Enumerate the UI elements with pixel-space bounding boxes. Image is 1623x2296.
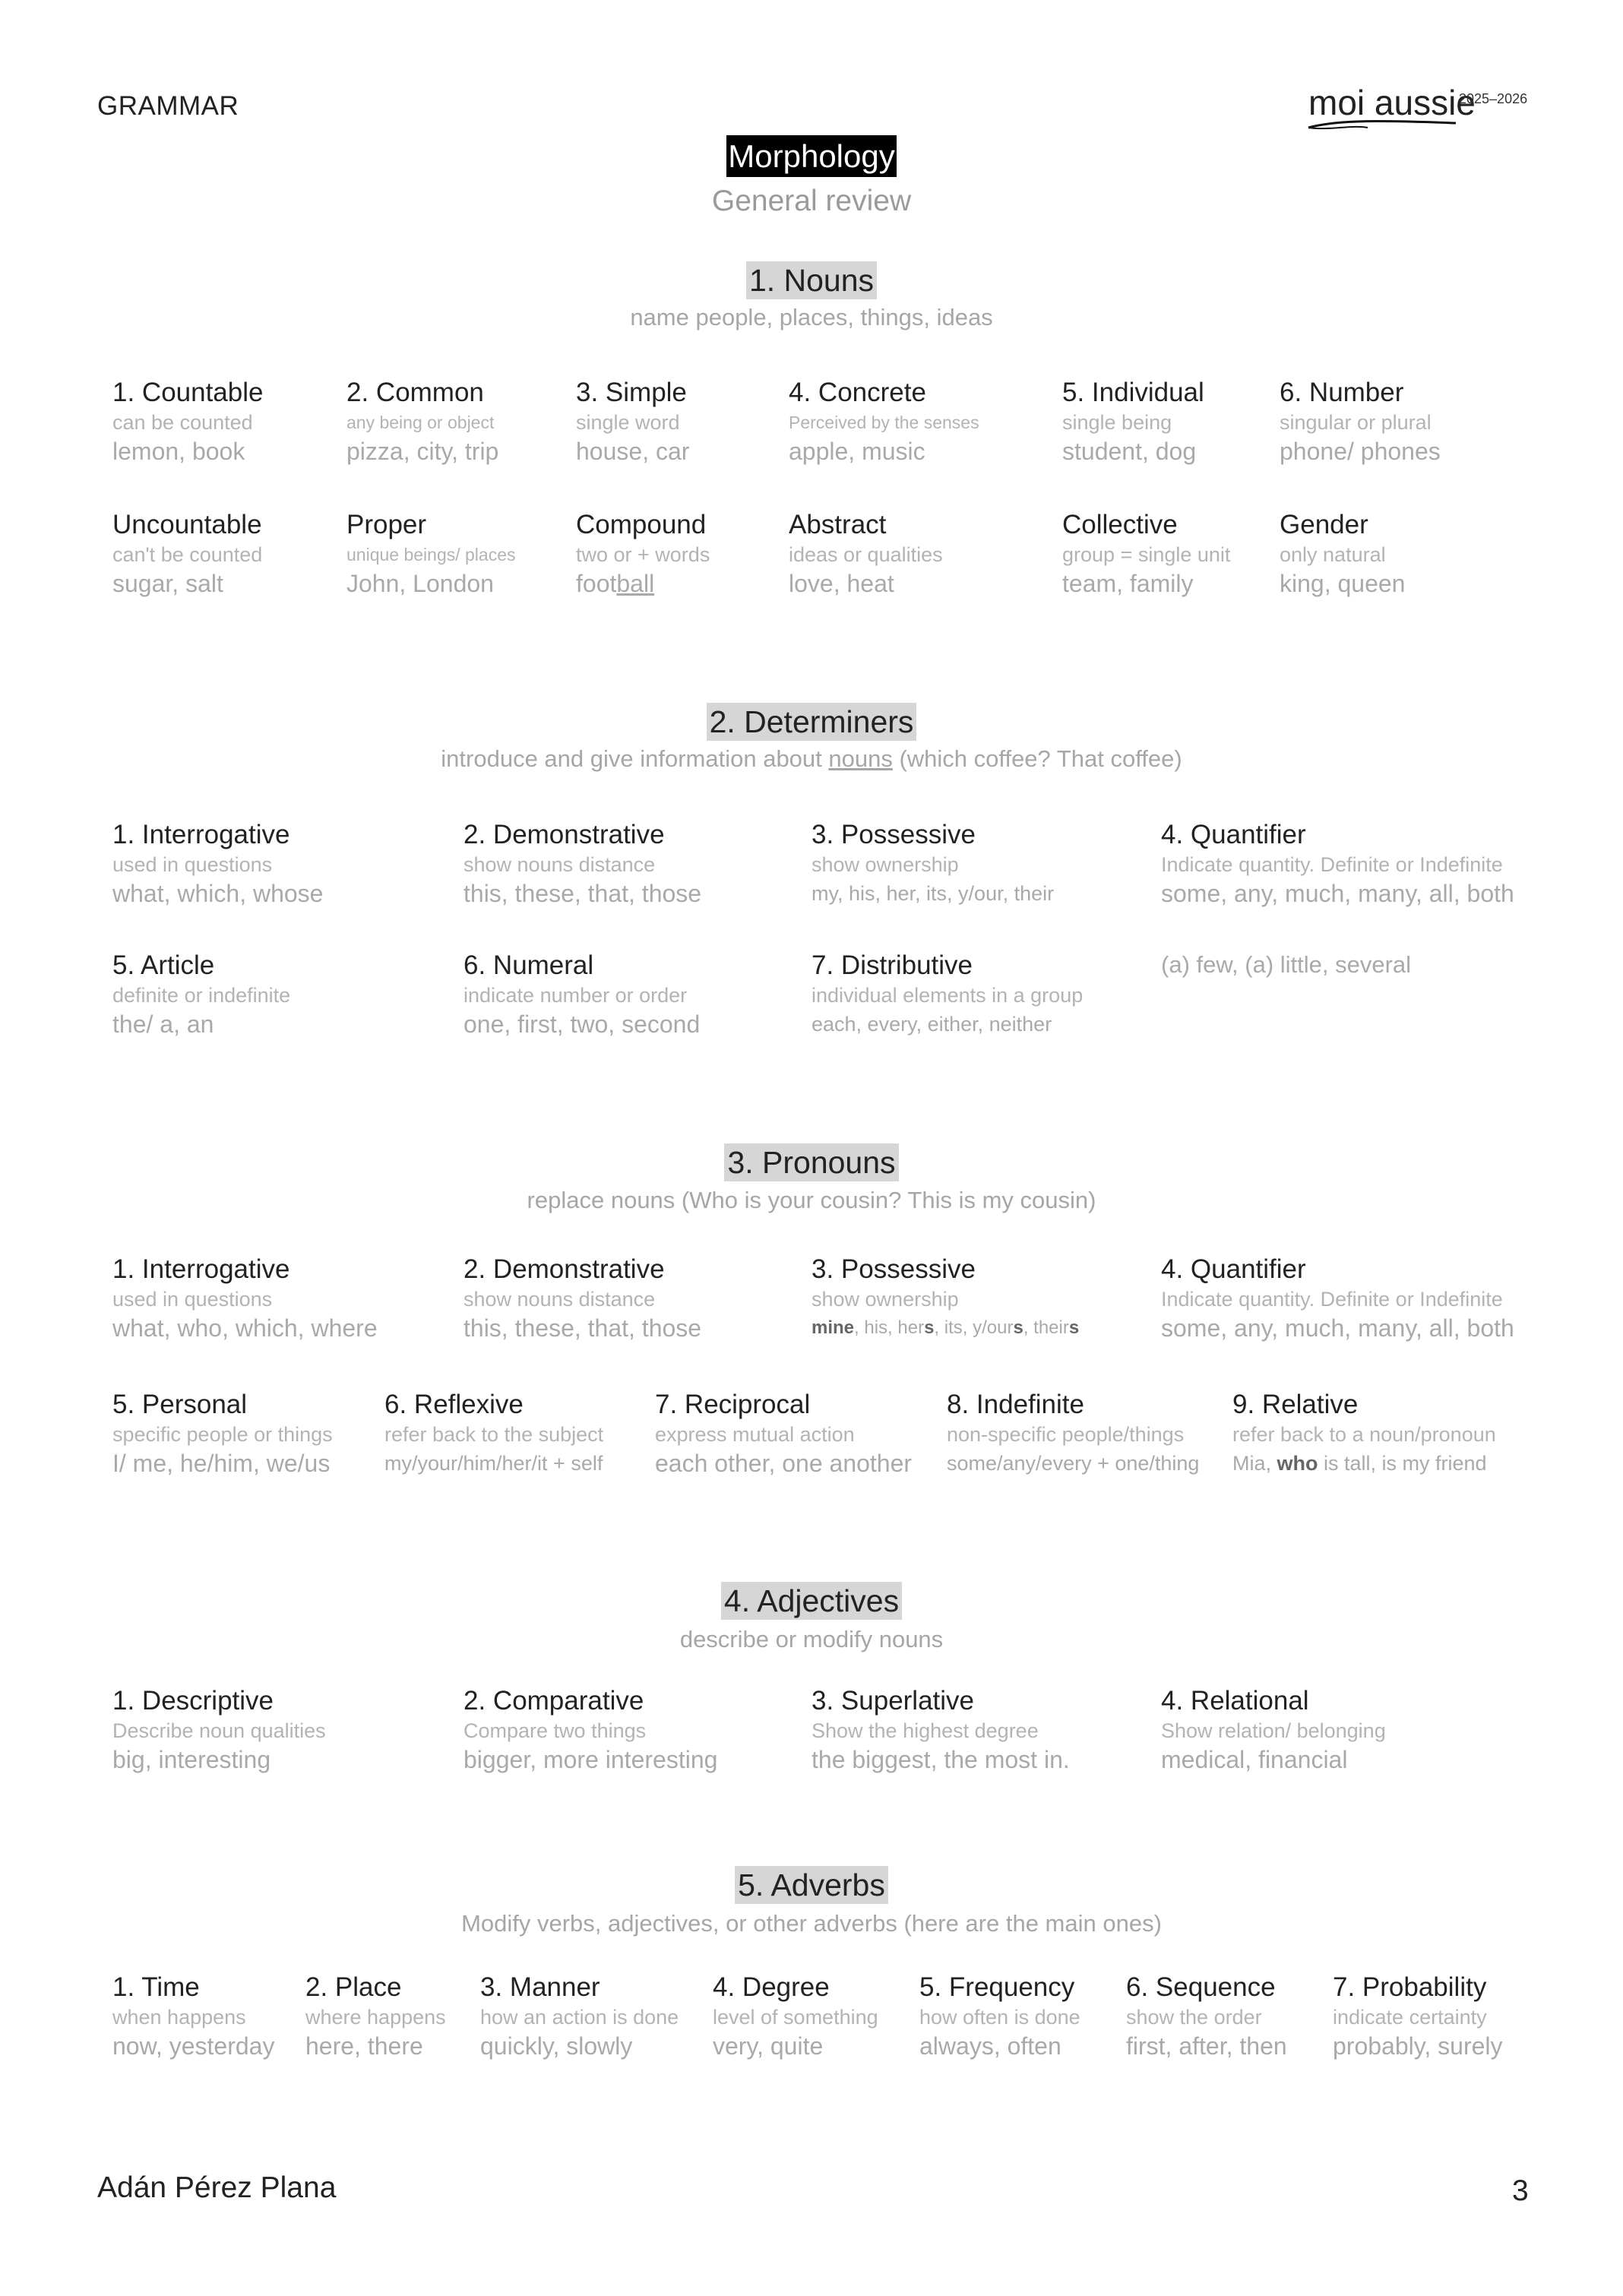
page-number: 3 (1512, 2174, 1529, 2207)
header-grammar: GRAMMAR (97, 91, 239, 121)
noun-countable: 1. Countable can be counted lemon, book (112, 378, 264, 465)
noun-gender: Gender only natural king, queen (1280, 510, 1406, 597)
det-quantifier: 4. Quantifier Indicate quantity. Definite or Indefinite some, any, much, many, all, both (1161, 820, 1514, 907)
pron-reflexive: 6. Reflexive refer back to the subject my/your/him/her/it + self (384, 1390, 604, 1475)
adj-relational: 4. Relational Show relation/ belonging medical, financial (1161, 1686, 1386, 1773)
adj-superlative: 3. Superlative Show the highest degree the biggest, the most in. (812, 1686, 1070, 1773)
section-desc-pronouns: replace nouns (Who is your cousin? This is my cousin) (527, 1187, 1096, 1213)
section-heading-determiners: 2. Determiners (0, 704, 1623, 740)
pron-demonstrative: 2. Demonstrative show nouns distance this, these, that, those (463, 1254, 702, 1342)
det-numeral: 6. Numeral indicate number or order one, first, two, second (463, 950, 701, 1038)
noun-individual: 5. Individual single being student, dog (1062, 378, 1204, 465)
noun-proper: Proper unique beings/ places John, London (346, 510, 516, 597)
noun-compound: Compound two or + words football (576, 510, 710, 597)
section-heading-adjectives: 4. Adjectives (0, 1583, 1623, 1619)
pron-possessive: 3. Possessive show ownership mine, his, hers, its, y/ours, theirs (812, 1254, 1080, 1338)
noun-collective: Collective group = single unit team, family (1062, 510, 1231, 597)
adv-probability: 7. Probability indicate certainty probably, surely (1333, 1972, 1503, 2060)
det-distributive: 7. Distributive individual elements in a group each, every, either, neither (812, 950, 1084, 1036)
footer-author: Adán Pérez Plana (97, 2171, 337, 2204)
brand-year: 2025–2026 (1459, 91, 1528, 106)
noun-concrete: 4. Concrete Perceived by the senses apple, music (789, 378, 979, 465)
section-desc-nouns: name people, places, things, ideas (630, 304, 993, 330)
section-heading-pronouns: 3. Pronouns (0, 1145, 1623, 1181)
adv-manner: 3. Manner how an action is done quickly, slowly (480, 1972, 679, 2060)
pron-indefinite: 8. Indefinite non-specific people/things some/any/every + one/thing (947, 1390, 1200, 1475)
brand-name: moi aussie (1308, 83, 1476, 122)
pron-reciprocal: 7. Reciprocal express mutual action each other, one another (655, 1390, 913, 1477)
section-desc-adjectives: describe or modify nouns (679, 1626, 944, 1652)
adv-frequency: 5. Frequency how often is done always, often (919, 1972, 1080, 2060)
adj-comparative: 2. Comparative Compare two things bigger, more interesting (463, 1686, 718, 1773)
noun-uncountable: Uncountable can't be counted sugar, salt (112, 510, 263, 597)
noun-number: 6. Number singular or plural phone/ phones (1280, 378, 1441, 465)
pron-relative: 9. Relative refer back to a noun/pronoun Mia, who is tall, is my friend (1232, 1390, 1496, 1475)
adv-sequence: 6. Sequence show the order first, after, then (1126, 1972, 1287, 2060)
pron-interrogative: 1. Interrogative used in questions what, who, which, where (112, 1254, 378, 1342)
det-quantifier-extra: (a) few, (a) little, several (1161, 951, 1412, 978)
noun-abstract: Abstract ideas or qualities love, heat (789, 510, 943, 597)
section-heading-adverbs: 5. Adverbs (0, 1867, 1623, 1903)
noun-simple: 3. Simple single word house, car (576, 378, 690, 465)
adv-time: 1. Time when happens now, yesterday (112, 1972, 275, 2060)
section-desc-determiners: introduce and give information about nouns (which coffee? That coffee) (441, 745, 1182, 772)
pron-quantifier: 4. Quantifier Indicate quantity. Definite or Indefinite some, any, much, many, all, both (1161, 1254, 1514, 1342)
pron-personal: 5. Personal specific people or things I/ me, he/him, we/us (112, 1390, 333, 1477)
page-title: Morphology (0, 138, 1623, 175)
det-article: 5. Article definite or indefinite the/ a, an (112, 950, 291, 1038)
adv-degree: 4. Degree level of something very, quite (713, 1972, 878, 2060)
det-possessive: 3. Possessive show ownership my, his, her, its, y/our, their (812, 820, 1055, 905)
brand-swoosh-icon (1307, 117, 1459, 132)
section-heading-nouns: 1. Nouns (0, 263, 1623, 299)
det-demonstrative: 2. Demonstrative show nouns distance this, these, that, those (463, 820, 702, 907)
det-interrogative: 1. Interrogative used in questions what, which, whose (112, 820, 324, 907)
brand-logo (1308, 82, 1528, 123)
section-desc-adverbs: Modify verbs, adjectives, or other adverbs (here are the main ones) (461, 1910, 1162, 1937)
adj-descriptive: 1. Descriptive Describe noun qualities big, interesting (112, 1686, 326, 1773)
page-subtitle: General review (711, 185, 912, 217)
adv-place: 2. Place where happens here, there (305, 1972, 446, 2060)
noun-common: 2. Common any being or object pizza, city, trip (346, 378, 499, 465)
